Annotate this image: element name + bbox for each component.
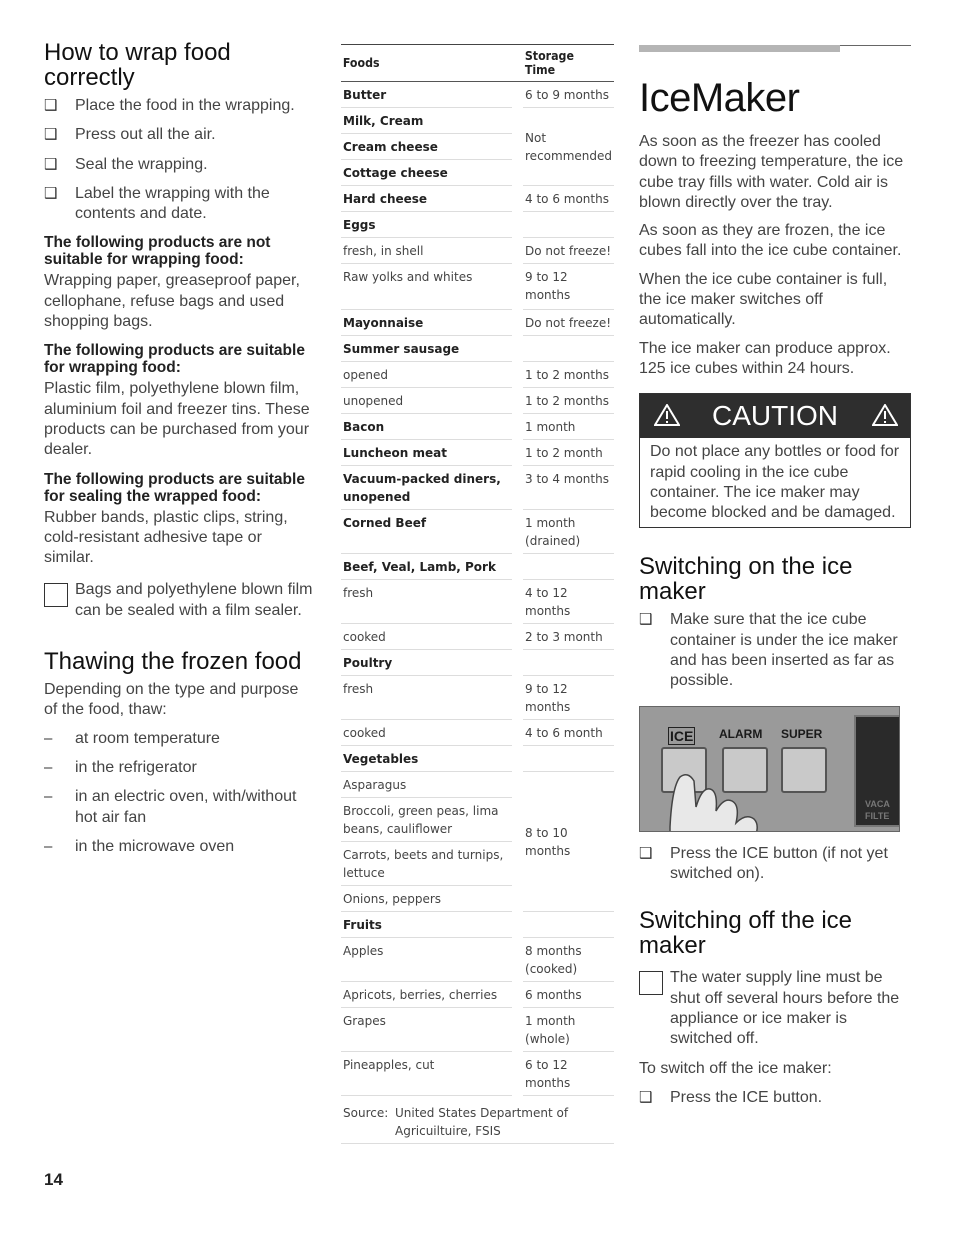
list-item: ❑ Place the food in the wrapping. <box>44 96 316 116</box>
switching-on-list <box>639 610 911 691</box>
table-row: Carrots, beets and turnips, lettuce <box>341 842 614 886</box>
table-row: Vacuum-packed diners, unopened 3 to 4 months <box>341 466 614 510</box>
list-item: ❑ Make sure that the ice cube container is under the ice maker and has been inserted as far as possible. <box>639 611 898 690</box>
table-row: Cottage cheese <box>341 160 614 186</box>
control-panel-image <box>639 706 900 832</box>
table-row: fresh 9 to 12 months <box>341 676 614 720</box>
caution-text: Do not place any bottles or food for rapid cooling in the ice cube container. The ice maker may become blocked and be damaged. <box>650 443 900 522</box>
table-row: Hard cheese 4 to 6 months <box>341 186 614 212</box>
switching-on-list-2 <box>639 844 911 885</box>
table-row: Poultry <box>341 650 614 676</box>
list-item: – at room temperature <box>44 729 316 749</box>
table-row: fresh 4 to 12 months <box>341 580 614 624</box>
table-row: Mayonnaise Do not freeze! <box>341 310 614 336</box>
sealing-text: Rubber bands, plastic clips, string, cold-resistant adhesive tape or similar. <box>44 508 288 567</box>
header-foods: Foods <box>341 45 499 82</box>
table-row: Beef, Veal, Lamb, Pork <box>341 554 614 580</box>
checkbox-bullet-icon: ❑ <box>639 611 653 629</box>
table-row: Apples 8 months (cooked) <box>341 938 614 982</box>
header-storage-time: Storage Time <box>523 45 607 82</box>
note-box-icon <box>44 583 68 607</box>
checkbox-bullet-icon: ❑ <box>44 155 58 173</box>
caution-header <box>640 394 910 438</box>
icemaker-paragraph: When the ice cube container is full, the ice maker switches off automatically. <box>639 270 888 329</box>
list-item: ❑ Press the ICE button. <box>639 1088 911 1108</box>
wrap-steps-list <box>44 96 316 224</box>
list-item: ❑ Press the ICE button (if not yet switched on). <box>639 844 888 882</box>
table-row: Apricots, berries, cherries 6 months <box>341 982 614 1008</box>
list-item: – in an electric oven, with/without hot air fan <box>44 788 297 826</box>
panel-ice-label: ICE <box>670 727 694 744</box>
checkbox-bullet-icon: ❑ <box>639 844 653 862</box>
not-suitable-heading: The following products are not suitable for wrapping food: <box>44 234 271 269</box>
panel-alarm-label: ALARM <box>719 726 763 741</box>
dash-bullet-icon: – <box>44 729 53 747</box>
table-source-row <box>341 1096 614 1144</box>
film-sealer-note: Bags and polyethylene blown film can be sealed with a film sealer. <box>44 580 316 621</box>
caution-body <box>640 438 910 527</box>
checkbox-bullet-icon: ❑ <box>44 97 58 114</box>
sealing-heading: The following products are suitable for sealing the wrapped food: <box>44 470 305 505</box>
table-row: Pineapples, cut 6 to 12 months <box>341 1052 614 1096</box>
table-row: Luncheon meat 1 to 2 month <box>341 440 614 466</box>
table-row: opened 1 to 2 months <box>341 362 614 388</box>
switch-off-intro: To switch off the ice maker: <box>639 1060 832 1078</box>
switching-off-list <box>639 1088 911 1108</box>
icemaker-paragraph: As soon as they are frozen, the ice cubes fall into the ice cube container. <box>639 222 902 260</box>
switching-off-heading: Switching off the ice maker <box>639 907 853 960</box>
caution-box <box>639 393 911 528</box>
icemaker-title: IceMaker <box>639 76 800 120</box>
caution-title: CAUTION <box>712 400 838 432</box>
header-rule-line <box>840 45 911 46</box>
checkbox-bullet-icon: ❑ <box>44 184 58 202</box>
list-item: ❑ Label the wrapping with the contents and date. <box>44 184 270 223</box>
thawing-options-list <box>44 729 316 857</box>
pressing-finger-icon <box>650 767 790 832</box>
suitable-text: Plastic film, polyethylene blown film, aluminium foil and freezer tins. These products can be purchased from your dealer. <box>44 380 310 459</box>
suitable-heading: The following products are suitable for wrapping food: <box>44 342 305 377</box>
panel-super-label: SUPER <box>781 726 823 741</box>
table-row: Grapes 1 month (whole) <box>341 1008 614 1052</box>
vegetables-time-cell: 8 to 10 months <box>523 772 614 912</box>
table-row: unopened 1 to 2 months <box>341 388 614 414</box>
list-item: – in the microwave oven <box>44 837 316 857</box>
left-column <box>44 40 316 867</box>
not-suitable-text: Wrapping paper, greaseproof paper, cellophane, refuse bags and used shopping bags. <box>44 272 300 331</box>
table-row: fresh, in shell Do not freeze! <box>341 238 614 264</box>
header-rule-bar <box>639 45 840 52</box>
table-row: Raw yolks and whites 9 to 12 months <box>341 264 614 310</box>
storage-time-table <box>341 44 614 1144</box>
table-row: Eggs <box>341 212 614 238</box>
right-column <box>639 45 911 1118</box>
icemaker-paragraph: As soon as the freezer has cooled down to freezing temperature, the ice cube tray fills with water. Cold air is blown directly over the tray. <box>639 133 904 211</box>
thawing-intro: Depending on the type and purpose of the food, thaw: <box>44 681 299 719</box>
checkbox-bullet-icon: ❑ <box>639 1088 653 1106</box>
table-row: Broccoli, green peas, lima beans, cauliflower <box>341 798 614 842</box>
table-row: Milk, Cream Not recommended <box>341 108 614 134</box>
table-row: Bacon 1 month <box>341 414 614 440</box>
wrap-food-heading: How to wrap food correctly <box>44 39 231 91</box>
warning-triangle-icon <box>872 404 898 426</box>
table-row: Corned Beef 1 month (drained) <box>341 510 614 554</box>
list-item: – in the refrigerator <box>44 758 316 778</box>
thawing-heading: Thawing the frozen food <box>44 648 302 676</box>
list-item: ❑ Seal the wrapping. <box>44 155 316 175</box>
table-row: Asparagus 8 to 10 months <box>341 772 614 798</box>
table-row: Onions, peppers <box>341 886 614 912</box>
table-row: Fruits <box>341 912 614 938</box>
dash-bullet-icon: – <box>44 788 53 806</box>
table-row: cooked 2 to 3 month <box>341 624 614 650</box>
table-header-row <box>341 45 614 82</box>
page-number: 14 <box>44 1170 63 1189</box>
source-text: United States Department of Agricuiltuire, FSIS <box>395 1106 569 1138</box>
header-rule <box>639 45 911 52</box>
storage-table-column <box>341 44 614 1144</box>
checkbox-bullet-icon: ❑ <box>44 126 58 144</box>
water-supply-note: The water supply line must be shut off several hours before the appliance or ice maker is switched off. <box>639 968 911 1049</box>
warning-triangle-icon <box>654 404 680 426</box>
table-row: Butter 6 to 9 months <box>341 82 614 108</box>
switching-on-heading: Switching on the ice maker <box>639 553 853 606</box>
table-row: Cream cheese <box>341 134 614 160</box>
table-row: Summer sausage <box>341 336 614 362</box>
dash-bullet-icon: – <box>44 758 53 776</box>
source-label: Source: <box>343 1106 389 1120</box>
list-item: ❑ Press out all the air. <box>44 125 316 145</box>
panel-vaca-label: VACA <box>865 798 890 809</box>
table-row: cooked 4 to 6 month <box>341 720 614 746</box>
note-box-icon <box>639 971 663 995</box>
dash-bullet-icon: – <box>44 837 53 855</box>
table-row: Vegetables <box>341 746 614 772</box>
panel-filter-label: FILTE <box>865 810 890 821</box>
icemaker-paragraph: The ice maker can produce approx. 125 ice cubes within 24 hours. <box>639 339 891 377</box>
not-recommended-cell: Not recommended <box>523 108 614 186</box>
